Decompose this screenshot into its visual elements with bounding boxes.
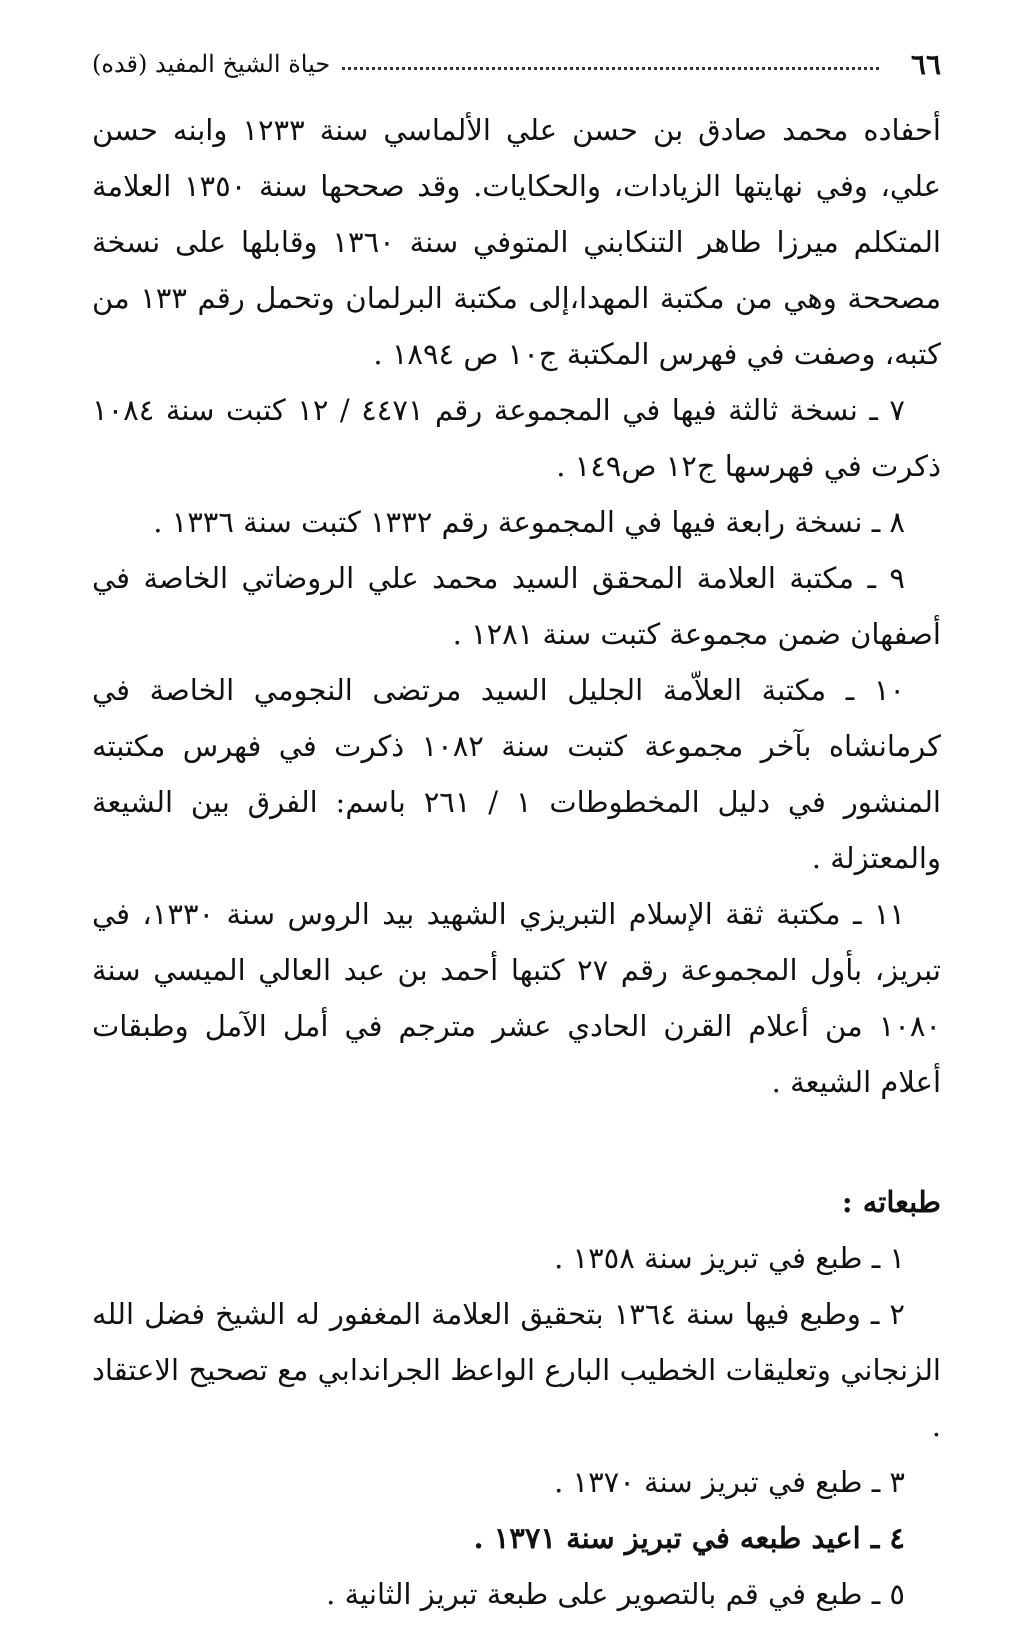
paragraph-item-9: ٩ ـ مكتبة العلامة المحقق السيد محمد علي الروضاتي الخاصة في أصفهان ضمن مجموعة كتبت سنة ١٢٨١ .: [92, 561, 941, 651]
paragraph-item-11: ١١ ـ مكتبة ثقة الإسلام التبريزي الشهيد بيد الروس سنة ١٣٣٠، في تبريز، بأول المجموعة رقم ٢٧ كتبها أحمد بن عبد العالي الميسي سنة ١٠٨٠ من أعلام القرن الحادي عشر مترجم في أمل الآمل وطبقات أعلام الشيعة .: [92, 897, 941, 1099]
edition-item-3: ٣ ـ طبع في تبريز سنة ١٣٧٠ .: [554, 1465, 905, 1499]
paragraph-item-10: ١٠ ـ مكتبة العلاّمة الجليل السيد مرتضى النجومي الخاصة في كرمانشاه بآخر مجموعة كتبت سنة ١٠٨٢ ذكرت في فهرس مكتبته المنشور في دليل المخطوطات ١ / ٢٦١ باسم: الفرق بين الشيعة والمعتزلة .: [92, 673, 941, 875]
paragraph-continuation: أحفاده محمد صادق بن حسن علي الألماسي سنة ١٢٣٣ وابنه حسن علي، وفي نهايتها الزيادات، والحكايات. وقد صححها سنة ١٣٥٠ العلامة المتكلم ميرزا طاهر التنكابني المتوفي سنة ١٣٦٠ وقابلها على نسخة مصححة وهي من مكتبة المهدا،إلى مكتبة البرلمان وتحمل رقم ١٣٣ من كتبه، وصفت في فهرس المكتبة ج١٠ ص ١٨٩٤ .: [92, 113, 941, 371]
page-header: [92, 44, 941, 84]
edition-item-2: ٢ ـ وطبع فيها سنة ١٣٦٤ بتحقيق العلامة المغفور له الشيخ فضل الله الزنجاني وتعليقات الخطيب البارع الواعظ الجراندابي مع تصحيح الاعتقاد .: [92, 1297, 941, 1443]
edition-item-5: ٥ ـ طبع في قم بالتصوير على طبعة تبريز الثانية .: [326, 1577, 905, 1611]
page-body: [92, 102, 941, 1622]
editions-heading: طبعاته :: [841, 1185, 941, 1219]
section-gap: [92, 1110, 941, 1174]
page-number: ٦٦: [910, 47, 941, 81]
leader-dots: [342, 67, 879, 70]
paragraph-item-8: ٨ ـ نسخة رابعة فيها في المجموعة رقم ١٣٣٢ كتبت سنة ١٣٣٦ .: [153, 505, 905, 539]
paragraph-item-7: ٧ ـ نسخة ثالثة فيها في المجموعة رقم ٤٤٧١ / ١٢ كتبت سنة ١٠٨٤ ذكرت في فهرسها ج١٢ ص١٤٩ .: [92, 393, 941, 483]
running-title: حياة الشيخ المفيد (قده): [92, 50, 331, 78]
edition-item-4: ٤ ـ اعيد طبعه في تبريز سنة ١٣٧١ .: [473, 1521, 905, 1555]
edition-item-1: ١ ـ طبع في تبريز سنة ١٣٥٨ .: [554, 1241, 905, 1275]
